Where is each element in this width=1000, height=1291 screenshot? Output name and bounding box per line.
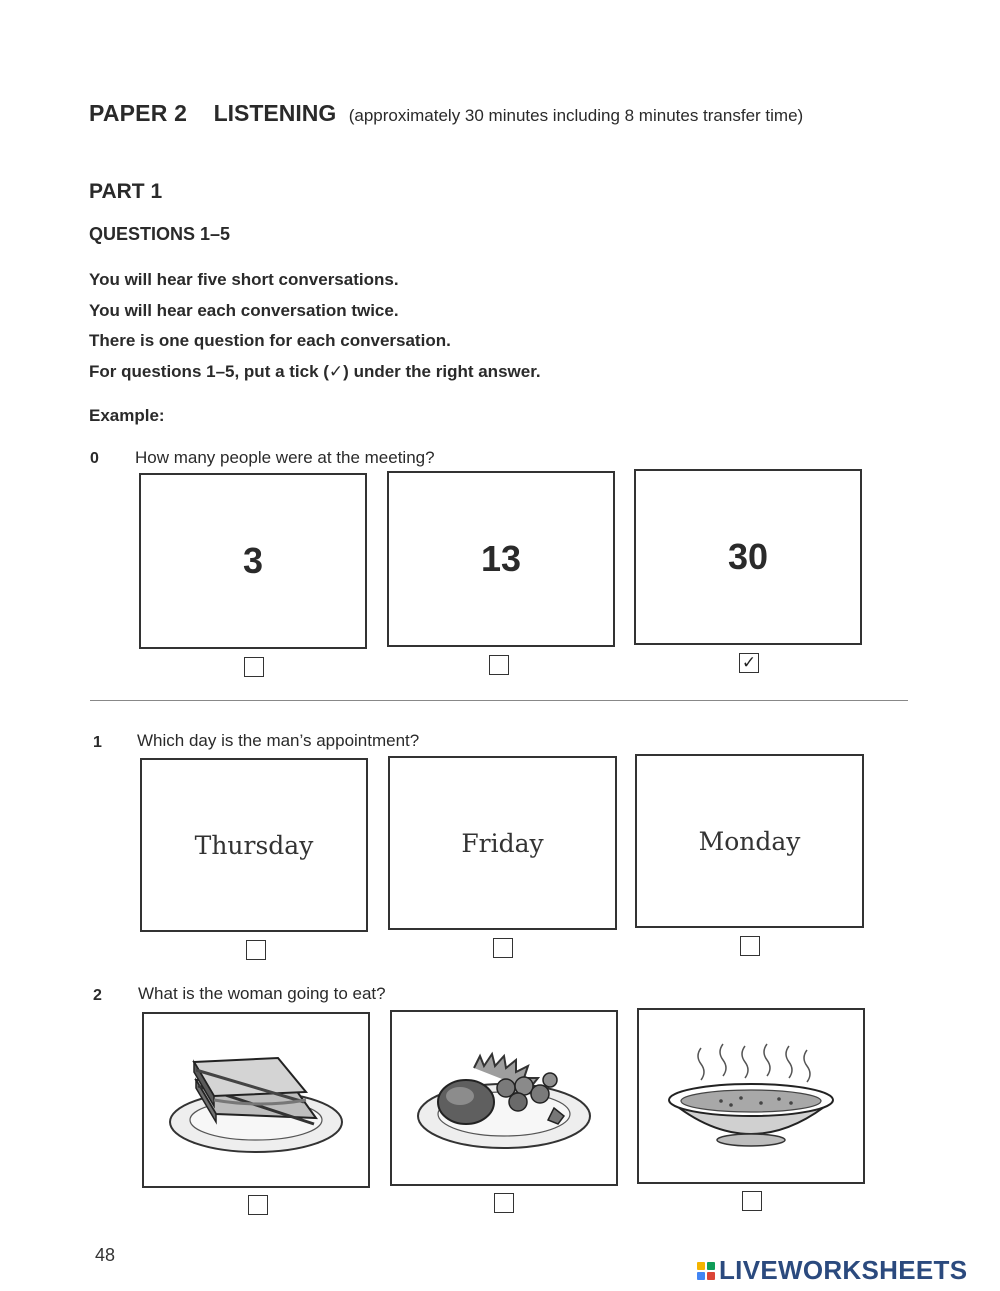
paper-header xyxy=(89,100,803,127)
section-title: LISTENING xyxy=(213,100,337,126)
option-box xyxy=(634,469,862,645)
answer-checkbox[interactable] xyxy=(740,936,760,956)
brand-logo[interactable] xyxy=(697,1255,967,1286)
option-box xyxy=(635,754,864,928)
question-text: What is the woman going to eat? xyxy=(138,984,386,1003)
part-title: PART 1 xyxy=(89,180,163,203)
answer-checkbox[interactable] xyxy=(742,1191,762,1211)
option-box xyxy=(388,756,617,930)
question-number: 0 xyxy=(90,450,99,467)
soup-bowl-icon xyxy=(661,1036,841,1156)
answer-checkbox[interactable] xyxy=(246,940,266,960)
section-divider xyxy=(90,700,908,701)
meat-salad-plate-icon xyxy=(414,1038,594,1158)
instructions-list xyxy=(89,268,541,390)
option-label: Monday xyxy=(698,826,801,856)
question-text: How many people were at the meeting? xyxy=(135,448,435,467)
instruction-line: You will hear each conversation twice. xyxy=(89,300,399,320)
brand-grid-icon xyxy=(697,1262,715,1280)
instruction-line: You will hear five short conversations. xyxy=(89,270,399,289)
sandwich-plate-icon xyxy=(166,1040,346,1160)
answer-checkbox[interactable] xyxy=(494,1193,514,1213)
option-label: 30 xyxy=(727,536,769,577)
option-box xyxy=(140,758,368,932)
questions-title: QUESTIONS 1–5 xyxy=(89,224,231,244)
option-box xyxy=(142,1012,370,1188)
page-number: 48 xyxy=(95,1245,116,1265)
answer-checkbox[interactable] xyxy=(493,938,513,958)
option-label: Thursday xyxy=(194,830,314,860)
option-box xyxy=(139,473,367,649)
option-box xyxy=(387,471,615,647)
instruction-line: There is one question for each conversation. xyxy=(89,331,451,350)
answer-checkbox-ticked[interactable]: ✓ xyxy=(739,653,759,673)
option-label: 3 xyxy=(242,540,264,581)
example-label: Example: xyxy=(89,406,165,425)
answer-checkbox[interactable] xyxy=(244,657,264,677)
brand-name: LIVEWORKSHEETS xyxy=(719,1255,968,1285)
question-text: Which day is the man’s appointment? xyxy=(137,731,420,750)
answer-checkbox[interactable] xyxy=(248,1195,268,1215)
option-label: 13 xyxy=(480,538,522,579)
paper-label: PAPER 2 xyxy=(89,100,188,126)
question-number: 2 xyxy=(93,987,102,1004)
time-note: (approximately 30 minutes including 8 minutes transfer time) xyxy=(348,106,804,125)
question-number: 1 xyxy=(93,734,102,751)
instruction-line: For questions 1–5, put a tick (✓) under the right answer. xyxy=(89,361,541,381)
option-label: Friday xyxy=(461,828,544,858)
option-box xyxy=(637,1008,865,1184)
option-box xyxy=(390,1010,618,1186)
answer-checkbox[interactable] xyxy=(489,655,509,675)
